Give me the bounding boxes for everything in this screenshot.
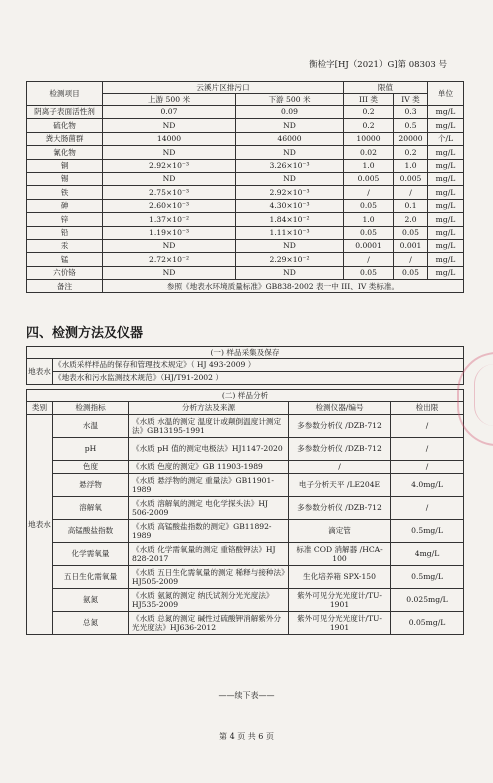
table-cell: 0.001 [394,239,428,252]
table-cell: 20000 [394,132,428,145]
table-row [27,266,464,279]
col-header-instrument: 检测仪器/编号 [289,402,391,415]
table-cell-limit: 0.05mg/L [391,612,464,635]
table-cell: 砷 [27,199,103,212]
col-header-limit: 检出限 [391,402,464,415]
sampling-title: (一) 样品采集及保存 [27,347,464,359]
header-limit: 限值 [344,82,428,94]
table-cell: mg/L [428,119,464,132]
table-row [27,612,464,635]
table-cell: 1.0 [344,213,394,226]
table-cell-instrument: 生化培养箱 SPX-150 [289,566,391,589]
sampling-category: 地表水 [27,359,53,385]
table-cell: 0.5 [394,119,428,132]
table-cell-item: 高锰酸盐指数 [53,520,129,543]
table-cell: ND [103,239,236,252]
header-site: 云溪片区排污口 [103,82,344,94]
table-cell-instrument: 紫外可见分光光度计/TU-1901 [289,589,391,612]
table-cell: 六价铬 [27,266,103,279]
table-cell-limit: 0.025mg/L [391,589,464,612]
table-cell: 锌 [27,213,103,226]
table-row [27,415,464,438]
table-cell: mg/L [428,146,464,159]
header-class3: III 类 [344,94,394,106]
header-downstream: 下游 500 米 [236,94,344,106]
table-row [27,226,464,239]
table-cell: 1.84×10⁻² [236,213,344,226]
table-cell-limit: / [391,438,464,461]
col-header-item: 检测指标 [53,402,129,415]
table-cell-method: 《水质 溶解氧的测定 电化学探头法》HJ 506-2009 [129,497,289,520]
table-cell: mg/L [428,199,464,212]
table-cell: mg/L [428,226,464,239]
table-cell: mg/L [428,172,464,185]
table-cell: 1.37×10⁻² [103,213,236,226]
table-cell: 0.005 [394,172,428,185]
note-text: 参照《地表水环境质量标准》GB838-2002 表一中 III、IV 类标准。 [103,280,464,293]
table-cell-item: 色度 [53,461,129,474]
table-cell-instrument: 滴定管 [289,520,391,543]
table-cell-limit: 4mg/L [391,543,464,566]
table-cell: 1.11×10⁻³ [236,226,344,239]
table-cell-limit: 0.5mg/L [391,566,464,589]
table-cell: 2.29×10⁻² [236,253,344,266]
header-upstream: 上游 500 米 [103,94,236,106]
table-row [27,119,464,132]
table-cell-item: 氨氮 [53,589,129,612]
table-cell: 3.26×10⁻³ [236,159,344,172]
col-header-method: 分析方法及来源 [129,402,289,415]
table-cell: ND [236,266,344,279]
table-row [27,199,464,212]
header-class4: IV 类 [394,94,428,106]
table-cell-method: 《水质 水温的测定 温度计或颠倒温度计测定法》GB13195-1991 [129,415,289,438]
sampling-standard-2: 《地表水和污水监测技术规范》（HJ/T91-2002 ） [53,372,464,385]
table-cell: 0.09 [236,106,344,119]
table-row [27,520,464,543]
table-cell: mg/L [428,266,464,279]
table-cell: 0.2 [394,146,428,159]
table-cell-limit: / [391,461,464,474]
table-row [27,474,464,497]
table-cell-item: 五日生化需氧量 [53,566,129,589]
header-unit: 单位 [428,82,464,106]
table-cell: mg/L [428,106,464,119]
table-cell: ND [236,239,344,252]
table-cell-method: 《水质 高锰酸盐指数的测定》GB11892-1989 [129,520,289,543]
table-cell: 铅 [27,226,103,239]
table-cell-instrument: 紫外可见分光光度计/TU-1901 [289,612,391,635]
table-cell: mg/L [428,186,464,199]
table-cell: 个/L [428,132,464,145]
header-item: 检测项目 [27,82,103,106]
table-cell-instrument: 多参数分析仪 /DZB-712 [289,415,391,438]
seal-stamp-inner [474,364,493,426]
table-cell-instrument: 标准 COD 消解器 /HCA-100 [289,543,391,566]
table-cell-instrument: / [289,461,391,474]
table-cell: ND [103,172,236,185]
page-number: 第 4 页 共 6 页 [219,732,274,741]
table-row [27,589,464,612]
table-row [27,213,464,226]
table-cell: 2.0 [394,213,428,226]
table-cell: 0.02 [344,146,394,159]
table-row [27,159,464,172]
results-table [26,81,464,293]
table-cell-item: pH [53,438,129,461]
table-cell: 0.3 [394,106,428,119]
table-row [27,146,464,159]
table-cell: 0.05 [344,266,394,279]
table-cell: 0.05 [344,199,394,212]
table-cell-method: 《水质 悬浮物的测定 重量法》GB11901-1989 [129,474,289,497]
table-cell-item: 化学需氧量 [53,543,129,566]
table-cell: 1.19×10⁻³ [103,226,236,239]
table-cell-method: 《水质 五日生化需氧量的测定 稀释与接种法》HJ505-2009 [129,566,289,589]
table-row [27,106,464,119]
col-header-category: 类别 [27,402,53,415]
document-number: 衡检字[HJ（2021）G]第 08303 号 [309,60,447,70]
table-cell: 阴离子表面活性剂 [27,106,103,119]
category-cell: 地表水 [27,415,53,635]
table-cell: / [394,253,428,266]
table-cell: ND [103,119,236,132]
table-cell: 2.72×10⁻² [103,253,236,266]
table-cell: 锡 [27,172,103,185]
section-title: 四、检测方法及仪器 [26,326,144,341]
table-cell: 0.07 [103,106,236,119]
table-cell: 1.0 [394,159,428,172]
table-cell: 铜 [27,159,103,172]
table-row [27,461,464,474]
table-cell-item: 溶解氧 [53,497,129,520]
table-cell-method: 《水质 化学需氧量的测定 重铬酸钾法》HJ 828-2017 [129,543,289,566]
table-cell-item: 悬浮物 [53,474,129,497]
table-cell: / [394,186,428,199]
table-cell: 0.1 [394,199,428,212]
sampling-table [26,346,464,385]
table-cell: 汞 [27,239,103,252]
table-row [27,438,464,461]
table-cell-instrument: 电子分析天平 /LE204E [289,474,391,497]
table-cell-limit: / [391,497,464,520]
table-cell-item: 水温 [53,415,129,438]
analysis-table [26,389,464,635]
table-cell: 2.60×10⁻³ [103,199,236,212]
note-label: 备注 [27,280,103,293]
table-cell: 4.30×10⁻³ [236,199,344,212]
table-row [27,497,464,520]
table-row [27,253,464,266]
table-cell-limit: / [391,415,464,438]
table-cell-method: 《水质 总氮的测定 碱性过硫酸钾消解紫外分光光度法》HJ636-2012 [129,612,289,635]
table-row [27,239,464,252]
table-cell-instrument: 多参数分析仪 /DZB-712 [289,497,391,520]
table-cell: ND [236,146,344,159]
table-row [27,132,464,145]
table-cell: 2.92×10⁻³ [103,159,236,172]
table-cell: 粪大肠菌群 [27,132,103,145]
table-cell: mg/L [428,159,464,172]
table-cell: 2.92×10⁻³ [236,186,344,199]
table-cell: 0.05 [394,226,428,239]
table-cell: mg/L [428,239,464,252]
table-cell: 46000 [236,132,344,145]
table-row [27,543,464,566]
table-cell: 铁 [27,186,103,199]
table-cell: 0.0001 [344,239,394,252]
table-cell: / [344,253,394,266]
table-cell: ND [103,266,236,279]
table-cell-method: 《水质 氨氮的测定 纳氏试剂分光光度法》HJ535-2009 [129,589,289,612]
table-row [27,186,464,199]
table-cell: 1.0 [344,159,394,172]
table-cell: 0.2 [344,119,394,132]
continued-note: ——续下表—— [218,691,275,700]
table-cell: ND [236,119,344,132]
analysis-title: (二) 样品分析 [27,390,464,402]
table-cell: 14000 [103,132,236,145]
table-cell: 0.005 [344,172,394,185]
table-cell-limit: 0.5mg/L [391,520,464,543]
table-cell: 0.05 [394,266,428,279]
table-cell: ND [103,146,236,159]
table-cell: 硫化物 [27,119,103,132]
table-cell-method: 《水质 色度的测定》GB 11903-1989 [129,461,289,474]
table-cell: 锰 [27,253,103,266]
table-row [27,172,464,185]
sampling-standard-1: 《水质采样样品的保存和管理技术规定》（ HJ 493-2009 ） [53,359,464,372]
table-cell: mg/L [428,213,464,226]
table-cell: 2.75×10⁻³ [103,186,236,199]
table-cell-method: 《水质 pH 值的测定电极法》HJ1147-2020 [129,438,289,461]
table-cell: 10000 [344,132,394,145]
table-cell: 氰化物 [27,146,103,159]
table-cell-item: 总氮 [53,612,129,635]
table-cell: mg/L [428,253,464,266]
table-cell: 0.2 [344,106,394,119]
table-cell: 0.05 [344,226,394,239]
table-cell: / [344,186,394,199]
table-cell-limit: 4.0mg/L [391,474,464,497]
table-cell-instrument: 多参数分析仪 /DZB-712 [289,438,391,461]
table-row [27,566,464,589]
table-cell: ND [236,172,344,185]
